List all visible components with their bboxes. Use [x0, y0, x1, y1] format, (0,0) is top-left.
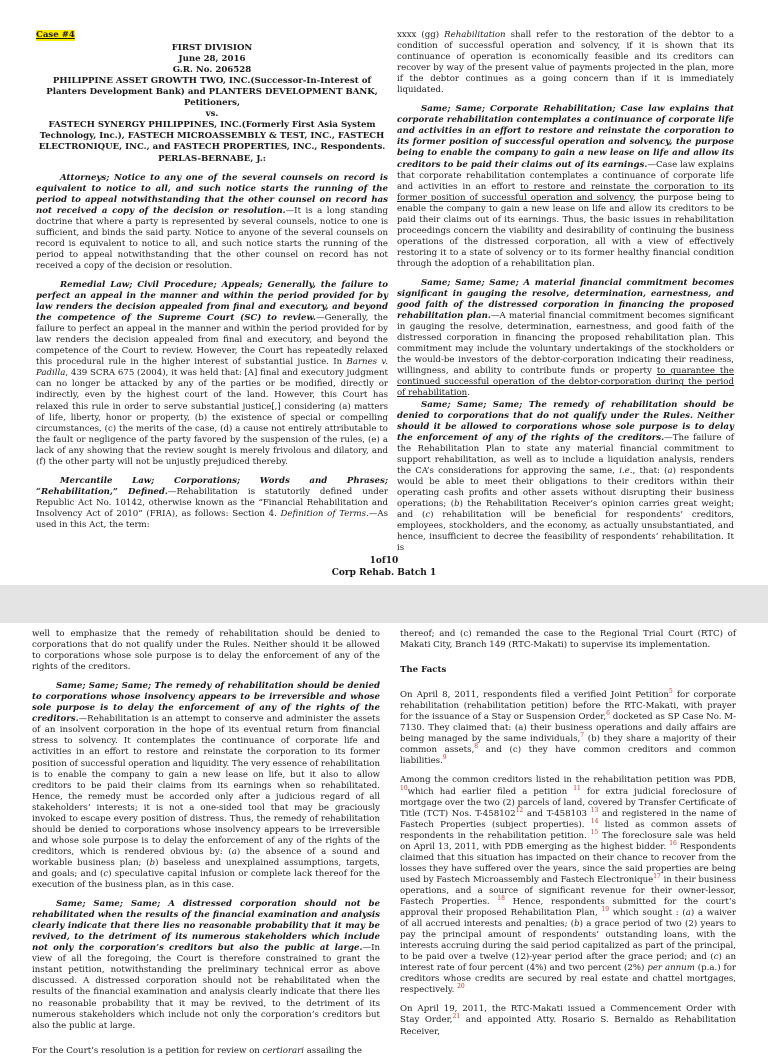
body-paragraph: On April 8, 2011, respondents filed a verified Joint Petition$^5$ for corporate rehabilitation (rehabilitation petition) before the RTC-Makati, with prayer for the issuance of a Stay or Suspension Order,$^6$ docketed as SP Case No. M-7130. They claimed that: (a) their business operations and daily affairs are being managed by the same individuals,$^7$ (b) they share a majority of their common assets,$^8$ and (c) they have common creditors and common liabilities.$^9$: [400, 688, 736, 767]
syllabus-paragraph: Same; Same; Corporate Rehabilitation; Case law explains that corporate rehabilitation contemplates a continuance of corporate life and activities in an effort to restore and reinstate the corporation to its former position of successful operation and solvency, the purpose being to enable the company to gain a new lease on life and allow its creditors to be paid their claims out of its earnings.—Case law explains that corporate rehabilitation contemplates a continuance of corporate life and activities in an effort to restore and reinstate the corporation to its former position of successful operation and solvency, the purpose being to enable the company to gain a new lease on life and allow its creditors to be paid their claims out of its earnings. Thus, the basic issues in rehabilitation proceedings concern the viability and desirability of continuing the business operations of the distressed corporation, all with a view of effectively restoring it to a state of solvency or to its former healthy financial condition through the adoption of a rehabilitation plan.: [397, 104, 735, 269]
page-number: 1of10: [369, 556, 399, 566]
definition-paragraph: xxxx (gg) Rehabilitation shall refer to the restoration of the debtor to a condition of successful operation and solvency, if it is shown that its continuance of operation is economically feasible and its creditors can recover by way of the present value of payments projected in the plan, more if the debtor continues as a going concern than if it is immediately liquidated.: [397, 30, 734, 96]
footnote-link[interactable]: 20: [457, 983, 465, 991]
division: FIRST DIVISION: [171, 43, 253, 54]
page-2-right-column: [400, 629, 736, 1038]
page-1-left-column: [36, 30, 388, 531]
page-1-right-column: [397, 30, 734, 554]
section-heading-facts: The Facts: [400, 665, 447, 676]
footer-label: Corp Rehab. Batch 1: [331, 568, 437, 578]
footnote-link[interactable]: 8: [474, 743, 479, 751]
body-paragraph: Among the common creditors listed in the rehabilitation petition was PDB, $^{10}$which had earlier filed a petition $^{11}$ for extra judicial foreclosure of mortgage over the two (2) parcels of land, covered by Transfer Certificate of Title (TCT) Nos. T-458102$^{12}$ and T-458103 $^{13}$ and registered in the name of Fastech Properties (subject properties). $^{14}$ listed as common assets of respondents in the rehabilitation petition. $^{15}$ The foreclosure sale was held on April 13, 2011, with PDB emerging as the highest bidder. $^{16}$ Respondents claimed that this situation has impacted on their chance to recover from the losses they have suffered over the years, since the said properties are being used by Fastech Microassembly and Fastech Electronique$^{17}$ in their business operations, and a source of significant revenue for their owner-lessor, Fastech Properties. $^{18}$ Hence, respondents submitted for the court’s approval their proposed Rehabilitation Plan, $^{19}$ which sought : (a) a waiver of all accrued interests and penalties; (b) a grace period of two (2) years to pay the principal amount of respondents’ outstanding loans, with the interests accruing during the said period capitalized as part of the principal, to be paid over a twelve (12)-year period after the grace period; and (c) an interest rate of four percent (4%) and two percent (2%) per annum (p.a.) for creditors whose credits are secured by real estate and chattel mortgages, respectively. $^{20}$: [400, 775, 737, 996]
footnote-link[interactable]: 14: [590, 817, 599, 825]
page-gap: [0, 585, 768, 623]
body-paragraph: On April 19, 2011, the RTC-Makati issued a Commencement Order with Stay Order,$^{21}$ and appointed Atty. Rosario S. Bernaldo as Rehabilitation Receiver,: [400, 1004, 737, 1037]
footnote-link[interactable]: 17: [653, 873, 661, 881]
footnote-link[interactable]: 7: [580, 732, 585, 740]
syllabus-paragraph: Same; Same; Same; The remedy of rehabilitation should be denied to corporations that do not qualify under the Rules. Neither should it be allowed to corporations whose sole purpose is to delay the enforcement of any of the rights of the creditors.—The failure of the Rehabilitation Plan to state any material financial commitment to support rehabilitation, as well as to include a liquidation analysis, renders the CA’s considerations for approving the same, i.e., that: (a) respondents would be able to meet their obligations to their creditors within their operating cash profits and other assets without disrupting their business operations; (b) the Rehabilitation Receiver’s opinion carries great weight; and (c) rehabilitation will be beneficial for respondents’ creditors, employees, stockholders, and the economy, as actually unsubstantiated, and hence, insufficient to decree the feasibility of respondents’ rehabilitation. It is: [397, 399, 734, 554]
syllabus-paragraph: Same; Same; Same; A distressed corporation should not be rehabilitated when the results of the financial examination and analysis clearly indicate that there lies no reasonable probability that it may be revived, to the detriment of its numerous stakeholders which include not only the corporation’s creditors but also the public at large.—In view of all the foregoing, the Court is therefore constrained to grant the instant petition, notwithstanding the preliminary technical error as above discussed. A distressed corporation should not be rehabilitated when the results of the financial examination and analysis clearly indicate that there lies no reasonable probability that it may be revived, to the detriment of its numerous stakeholders which include not only the corporation’s creditors but also the public at large.: [32, 899, 380, 1031]
case-header: [36, 43, 388, 165]
footnote-link[interactable]: 10: [400, 784, 408, 792]
versus: vs.: [205, 109, 219, 120]
syllabus-paragraph: Remedial Law; Civil Procedure; Appeals; Generally, the failure to perfect an appeal in the manner and within the period provided for by law renders the decision appealed from final and executory, and beyond the competence of the Supreme Court (SC) to review.—Generally, the failure to perfect an appeal in the manner and within the period provided for by law renders the decision appealed from final and executory, and beyond the competence of the Court to review. However, the Court has repeatedly relaxed this procedural rule in the higher interest of substantial justice. In Barnes v. Padilla, 439 SCRA 675 (2004), it was held that: [A] final and executory judgment can no longer be attacked by any of the parties or be modified, directly or indirectly, even by the highest court of the land. However, this Court has relaxed this rule in order to serve substantial justice[,] considering (a) matters of life, liberty, honor or property, (b) the existence of special or compelling circumstances, (c) the merits of the case, (d) a cause not entirely attributable to the fault or negligence of the party favored by the suspension of the rules, (e) a lack of any showing that the review sought is merely frivolous and dilatory, and (f) the other party will not be unjustly prejudiced thereby.: [36, 279, 388, 467]
footnote-link[interactable]: 13: [590, 806, 599, 814]
syllabus-paragraph: Same; Same; Same; The remedy of rehabilitation should be denied to corporations whose insolvency appears to be irreversible and whose sole purpose is to delay the enforcement of any of the rights of the creditors.—Rehabilitation is an attempt to conserve and administer the assets of an insolvent corporation in the hope of its eventual return from financial stress to solvency. It contemplates the continuance of corporate life and activities in an effort to restore and reinstate the corporation to its former position of successful operation and liquidity. The very essence of rehabilitation is to enable the company to gain a new lease on life, but it also to allow creditors to be paid their claims from its earnings when so rehabilitated. Hence, the remedy must be accorded only after a judicious regard of all stakeholders’ interests; it is not a one-sided tool that may be graciously invoked to escape every position of distress. Thus, the remedy of rehabilitation should be denied to corporations whose insolvency appears to be irreversible and whose sole purpose is to delay the enforcement of any of the rights of the creditors, which is rendered obvious by: (a) the absence of a sound and workable business plan; (b) baseless and unexplained assumptions, targets, and goals; and (c) speculative capital infusion or complete lack thereof for the execution of the business plan, as in this case.: [32, 681, 380, 891]
respondents: FASTECH SYNERGY PHILIPPINES, INC.(Formerly First Asia System Technology, Inc.), FASTECH MICROASSEMBLY & TEST, INC., FASTECH ELECTRONIQUE, INC., and FASTECH PROPERTIES, INC., Respondents.: [38, 120, 386, 153]
syllabus-paragraph: Attorneys; Notice to any one of the several counsels on record is equivalent to notice to all, and such notice starts the running of the period to appeal notwithstanding that the other counsel on record has not received a copy of the decision or resolution.—It is a long standing doctrine that where a party is represented by several counsels, notice to one is sufficient, and binds the said party. Notice to anyone of the several counsels on record is equivalent to notice to all, and such notice starts the running of the period to appeal notwithstanding that the other counsel on record has not received a copy of the decision or resolution.: [36, 172, 388, 271]
page-2: [0, 623, 768, 1056]
footnote-link[interactable]: 6: [606, 710, 610, 718]
syllabus-paragraph: Same; Same; Same; A material financial commitment becomes significant in gauging the resolve, determination, earnestness, and good faith of the distressed corporation in financing the proposed rehabilitation plan.—A material financial commitment becomes significant in gauging the resolve, determination, earnestness, and good faith of the distressed corporation in financing the proposed rehabilitation plan. This commitment may include the voluntary undertakings of the stockholders or the would-be investors of the debtor-corporation indicating their readiness, willingness, and ability to contribute funds or property to guarantee the continued successful operation of the debtor-corporation during the period of rehabilitation.: [397, 277, 734, 399]
petitioners: PHILIPPINE ASSET GROWTH TWO, INC.(Successor-In-Interest of Planters Development Bank) and PLANTERS DEVELOPMENT BANK, Petitioners,: [46, 76, 378, 109]
body-paragraph: For the Court’s resolution is a petition for review on certiorari assailing the: [32, 1045, 362, 1056]
footnote-link[interactable]: 21: [452, 1013, 461, 1021]
footnote-link[interactable]: 15: [590, 828, 599, 836]
footnote-link[interactable]: 18: [497, 895, 505, 903]
body-paragraph: thereof; and (c) remanded the case to the Regional Trial Court (RTC) of Makati City, Branch 149 (RTC-Makati) to supervise its implementation.: [400, 629, 736, 651]
case-label: Case #4: [36, 30, 75, 40]
footnote-link[interactable]: 11: [573, 784, 581, 792]
footnote-link[interactable]: 9: [442, 754, 447, 762]
page-2-left-column: [32, 629, 380, 1057]
footnote-link[interactable]: 19: [601, 906, 610, 914]
footnote-link[interactable]: 16: [669, 839, 677, 847]
footnote-link[interactable]: 5: [668, 688, 673, 696]
gr-number: G.R. No. 206528: [172, 65, 252, 76]
body-paragraph: well to emphasize that the remedy of rehabilitation should be denied to corporations that do not qualify under the Rules. Neither should it be allowed to corporations whose sole purpose is to delay the enforcement of any of the rights of the creditors.: [32, 629, 380, 673]
syllabus-paragraph: Mercantile Law; Corporations; Words and Phrases; “Rehabilitation,” Defined.—Rehabilitation is statutorily defined under Republic Act No. 10142, otherwise known as the “Financial Rehabilitation and Insolvency Act of 2010” (FRIA), as follows: Section 4. Definition of Terms.—As used in this Act, the term:: [36, 475, 388, 530]
footnote-link[interactable]: 12: [515, 806, 524, 814]
ponente: PERLAS-BERNABE, J.:: [158, 153, 266, 164]
case-date: June 28, 2016: [178, 54, 246, 65]
